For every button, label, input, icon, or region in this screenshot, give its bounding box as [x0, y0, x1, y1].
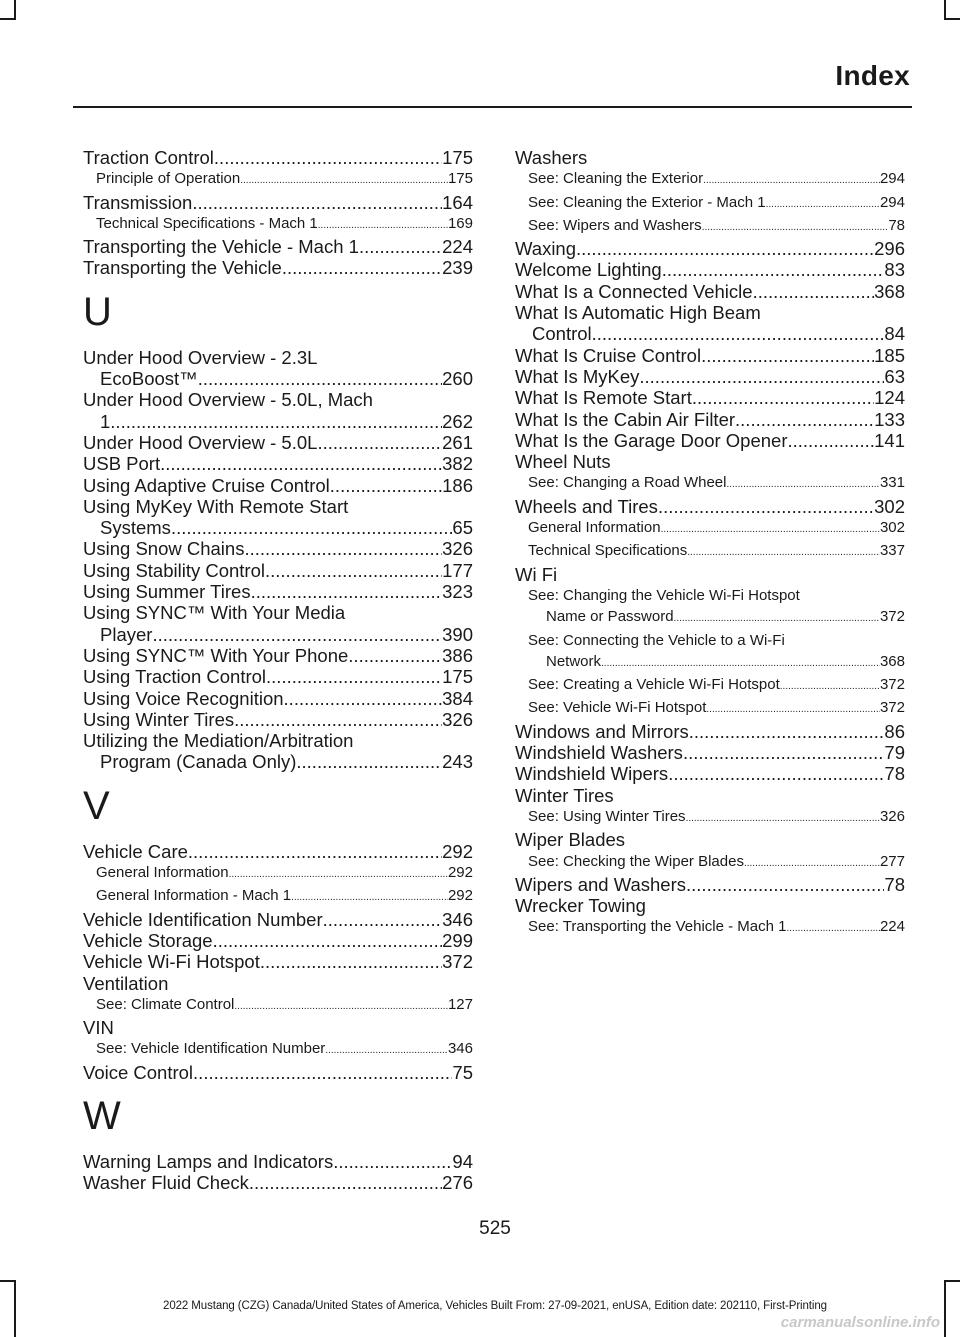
dot-leader: [788, 430, 875, 451]
index-page-number: 331: [879, 474, 905, 492]
index-entry-text: Control: [532, 323, 592, 345]
index-subentry: [515, 806, 905, 829]
dot-leader: [674, 608, 880, 629]
crop-mark-top-left-horizontal: [0, 18, 16, 20]
index-entry: [83, 930, 473, 951]
index-entry-text: Voice Control: [83, 1061, 194, 1083]
index-entry-text: See: Climate Control: [96, 995, 235, 1013]
dot-leader: [359, 236, 442, 257]
index-page-number: 141: [874, 429, 905, 451]
index-subentry: [515, 192, 905, 215]
index-page-number: 185: [874, 344, 905, 366]
index-entry-text: See: Transporting the Vehicle - Mach 1: [528, 918, 787, 936]
index-entry-text: Transporting the Vehicle: [83, 257, 282, 279]
dot-leader: [152, 624, 442, 645]
index-entry-heading: Wrecker Towing: [515, 895, 646, 917]
dot-leader: [260, 951, 442, 972]
index-page-number: 384: [442, 687, 473, 709]
index-subentry: [515, 540, 905, 563]
index-subentry: [83, 994, 473, 1017]
index-entry: [83, 236, 473, 257]
index-entry-text: See: Vehicle Wi-Fi Hotspot: [528, 699, 707, 717]
index-entry-text: General Information - Mach 1: [96, 887, 292, 905]
index-page-number: 65: [452, 517, 473, 539]
index-entry-text: See: Cleaning the Exterior - Mach 1: [528, 193, 766, 211]
index-entry-text: Windshield Washers: [515, 742, 683, 764]
index-page-number: 346: [447, 1040, 473, 1058]
index-page-number: 382: [442, 453, 473, 475]
dot-leader: [786, 918, 879, 939]
index-entry-text: Program (Canada Only): [100, 751, 297, 773]
index-page-number: 368: [879, 652, 905, 670]
index-entry: [515, 281, 905, 302]
dot-leader: [251, 581, 443, 602]
index-page-number: 169: [447, 214, 473, 232]
index-page-number: 84: [884, 323, 905, 345]
index-entry-heading: Wiper Blades: [515, 829, 626, 851]
index-entry: [515, 430, 905, 451]
index-subentry-heading: See: Changing the Vehicle Wi-Fi Hotspot: [528, 586, 800, 604]
index-entry-text: Using Summer Tires: [83, 581, 251, 603]
index-entry-text: Waxing: [515, 238, 577, 260]
index-subentry: [83, 168, 473, 191]
dot-leader: [318, 215, 448, 236]
index-section-letter: U: [83, 289, 112, 334]
index-page-number: 292: [447, 887, 473, 905]
index-entry: [83, 475, 473, 496]
index-subentry: [83, 862, 473, 885]
dot-leader: [686, 874, 884, 895]
dot-leader: [592, 323, 885, 344]
index-entry-text: Vehicle Wi-Fi Hotspot: [83, 951, 260, 973]
index-entry-text: See: Wipers and Washers: [528, 216, 702, 234]
index-subentry-heading: See: Connecting the Vehicle to a Wi-Fi: [528, 631, 785, 649]
index-subentry: [515, 472, 905, 495]
index-page-number: 83: [884, 259, 905, 281]
index-entry: [83, 841, 473, 862]
index-entry-text: Welcome Lighting: [515, 259, 662, 281]
index-entry-text: What Is the Cabin Air Filter: [515, 408, 736, 430]
dot-leader: [686, 808, 880, 829]
dot-leader: [291, 887, 448, 908]
dot-leader: [726, 474, 880, 495]
dot-leader: [701, 345, 874, 366]
index-page-number: 386: [442, 644, 473, 666]
index-entry: [515, 742, 905, 763]
index-entry-text: Transporting the Vehicle - Mach 1: [83, 236, 359, 258]
index-entry: [83, 688, 473, 709]
index-entry: [83, 645, 473, 666]
dot-leader: [333, 1151, 452, 1172]
dot-leader: [249, 1172, 442, 1193]
dot-leader: [214, 147, 442, 168]
index-entry-text: Traction Control: [83, 147, 214, 168]
index-entry: [83, 538, 473, 559]
index-entry-text: General Information: [528, 519, 661, 537]
index-entry: [83, 368, 473, 389]
dot-leader: [683, 742, 884, 763]
index-entry-text: See: Creating a Vehicle Wi-Fi Hotspot: [528, 676, 780, 694]
index-entry-text: Vehicle Storage: [83, 929, 213, 951]
index-page-number: 164: [442, 191, 473, 213]
index-entry-text: What Is the Garage Door Opener: [515, 429, 788, 451]
index-entry: [83, 1172, 473, 1193]
index-page-number: 239: [442, 257, 473, 279]
index-entry-text: Using Adaptive Cruise Control: [83, 474, 330, 496]
index-page-number: 78: [884, 763, 905, 785]
dot-leader: [284, 688, 443, 709]
dot-leader: [753, 281, 875, 302]
index-page-number: 175: [447, 170, 473, 188]
index-entry-text: Principle of Operation: [96, 170, 241, 188]
index-entry-text: USB Port: [83, 453, 161, 475]
crop-mark-top-right-vertical: [944, 0, 946, 18]
index-page-number: 299: [442, 929, 473, 951]
dot-leader: [576, 238, 874, 259]
index-entry: [515, 409, 905, 430]
index-entry: [83, 411, 473, 432]
index-entry: [83, 560, 473, 581]
dot-leader: [780, 676, 880, 697]
dot-leader: [325, 1040, 448, 1061]
index-entry-text: See: Cleaning the Exterior: [528, 170, 704, 188]
index-entry-text: Wheels and Tires: [515, 495, 658, 517]
index-entry-heading: Using MyKey With Remote Start: [83, 495, 349, 517]
index-page-number: 372: [879, 676, 905, 694]
index-subentry: [515, 215, 905, 238]
index-page-number: 294: [879, 193, 905, 211]
index-page-number: 78: [888, 216, 905, 234]
dot-leader: [692, 387, 874, 408]
index-entry-text: Vehicle Identification Number: [83, 908, 323, 930]
dot-leader: [639, 366, 884, 387]
index-entry: [83, 192, 473, 213]
dot-leader: [240, 170, 448, 191]
index-page-number: 177: [442, 559, 473, 581]
dot-leader: [735, 409, 874, 430]
index-entry-heading: Under Hood Overview - 2.3L: [83, 346, 318, 368]
index-page-number: 133: [874, 408, 905, 430]
index-entry: [83, 147, 473, 168]
index-entry: [83, 624, 473, 645]
index-entry-heading: Wi Fi: [515, 563, 558, 585]
edition-footer: 2022 Mustang (CZG) Canada/United States of America, Vehicles Built From: 27-09-2021, enUSA, Edition date: 202110, First-Printing: [163, 1300, 827, 1312]
index-page-number: 292: [447, 864, 473, 882]
index-page-number: 175: [442, 666, 473, 688]
index-entry: [83, 709, 473, 730]
dot-leader: [198, 368, 442, 389]
index-entry-text: General Information: [96, 864, 229, 882]
dot-leader: [266, 666, 442, 687]
index-entry: [515, 345, 905, 366]
index-entry-text: What Is MyKey: [515, 365, 640, 387]
index-subentry: [515, 916, 905, 939]
index-page-number: 372: [879, 608, 905, 626]
index-page-number: 323: [442, 581, 473, 603]
index-entry-text: Using Traction Control: [83, 666, 267, 688]
dot-leader: [661, 519, 880, 540]
index-entry-text: What Is Remote Start: [515, 387, 692, 409]
dot-leader: [193, 1062, 452, 1083]
index-entry-text: Using Voice Recognition: [83, 687, 284, 709]
index-entry: [515, 763, 905, 784]
index-section-letter: V: [83, 783, 110, 828]
page-number: 525: [479, 1218, 511, 1239]
index-page-number: 276: [442, 1172, 473, 1194]
dot-leader: [330, 475, 442, 496]
index-entry-text: Systems: [100, 517, 171, 539]
index-page-number: 75: [452, 1061, 473, 1083]
index-entry-text: Warning Lamps and Indicators: [83, 1150, 334, 1172]
index-entry-heading: Under Hood Overview - 5.0L, Mach: [83, 389, 373, 411]
index-page-number: 86: [884, 720, 905, 742]
dot-leader: [348, 645, 442, 666]
dot-leader: [265, 560, 442, 581]
index-entry-text: Player: [100, 623, 153, 645]
index-page-number: 294: [879, 170, 905, 188]
index-subentry: [83, 885, 473, 908]
index-page-number: 94: [452, 1150, 473, 1172]
index-page-number: 186: [442, 474, 473, 496]
index-entry-text: See: Changing a Road Wheel: [528, 474, 727, 492]
dot-leader: [213, 930, 443, 951]
index-subentry: [515, 606, 905, 629]
index-subentry: [83, 1038, 473, 1061]
index-entry-text: Network: [546, 652, 602, 670]
index-page-number: 224: [442, 236, 473, 258]
dot-leader: [658, 496, 874, 517]
index-page-number: 326: [442, 708, 473, 730]
index-page-number: 337: [879, 542, 905, 560]
dot-leader: [296, 751, 442, 772]
index-entry-text: Technical Specifications: [528, 542, 688, 560]
index-page-number: 124: [874, 387, 905, 409]
index-subentry: [515, 651, 905, 674]
index-entry-text: Using Snow Chains: [83, 538, 245, 560]
index-entry: [515, 323, 905, 344]
dot-leader: [229, 864, 448, 885]
index-entry-heading: Washers: [515, 147, 588, 168]
index-entry: [515, 366, 905, 387]
dot-leader: [601, 653, 880, 674]
index-subentry: [515, 674, 905, 697]
dot-leader: [662, 259, 885, 280]
dot-leader: [171, 517, 452, 538]
index-page-number: 302: [879, 519, 905, 537]
index-page-number: 292: [442, 840, 473, 862]
index-entry-text: EcoBoost™: [100, 368, 198, 390]
dot-leader: [766, 194, 880, 215]
index-entry-heading: Ventilation: [83, 972, 169, 994]
dot-leader: [160, 453, 442, 474]
index-subentry: [515, 517, 905, 540]
index-entry-heading: What Is Automatic High Beam: [515, 302, 761, 324]
index-column-left: [83, 147, 473, 1194]
crop-mark-top-left-vertical: [14, 0, 16, 18]
index-entry: [515, 238, 905, 259]
dot-leader: [244, 538, 442, 559]
crop-mark-bottom-right-horizontal: [944, 1280, 960, 1282]
index-page-number: 127: [447, 995, 473, 1013]
index-entry: [515, 259, 905, 280]
index-entry: [83, 453, 473, 474]
index-entry-heading: Utilizing the Mediation/Arbitration: [83, 730, 354, 752]
dot-leader: [323, 909, 443, 930]
index-page-number: 79: [884, 742, 905, 764]
index-section-letter: W: [83, 1093, 121, 1138]
dot-leader: [668, 763, 884, 784]
index-entry-text: Transmission: [83, 191, 193, 213]
index-entry-heading: Using SYNC™ With Your Media: [83, 602, 346, 624]
index-entry-text: See: Checking the Wiper Blades: [528, 852, 744, 870]
index-entry: [83, 951, 473, 972]
index-entry: [83, 666, 473, 687]
index-entry: [515, 387, 905, 408]
index-subentry: [83, 213, 473, 236]
dot-leader: [282, 257, 442, 278]
index-entry-text: Windshield Wipers: [515, 763, 669, 785]
index-entry-text: Name or Password: [546, 608, 674, 626]
index-entry-text: Wipers and Washers: [515, 873, 687, 895]
index-subentry: [515, 851, 905, 874]
index-entry: [83, 909, 473, 930]
dot-leader: [234, 709, 442, 730]
index-entry-text: Technical Specifications - Mach 1: [96, 214, 318, 232]
index-entry-text: What Is Cruise Control: [515, 344, 702, 366]
index-page-number: 326: [879, 807, 905, 825]
index-entry: [515, 874, 905, 895]
index-subentry: [515, 168, 905, 191]
index-entry: [83, 257, 473, 278]
page-title: Index: [835, 60, 910, 91]
index-page-number: 296: [874, 238, 905, 260]
index-entry: [83, 517, 473, 538]
dot-leader: [317, 432, 442, 453]
index-page-number: 262: [442, 410, 473, 432]
index-column-right: [515, 147, 905, 940]
index-entry-heading: VIN: [83, 1017, 114, 1039]
index-entry-text: Using SYNC™ With Your Phone: [83, 644, 349, 666]
dot-leader: [702, 217, 889, 238]
index-page-number: 346: [442, 908, 473, 930]
index-entry-text: Under Hood Overview - 5.0L: [83, 431, 318, 453]
index-entry-heading: Winter Tires: [515, 784, 614, 806]
index-page-number: 175: [442, 147, 473, 168]
index-entry: [515, 496, 905, 517]
dot-leader: [744, 853, 880, 874]
index-page-number: 243: [442, 751, 473, 773]
index-entry-text: See: Vehicle Identification Number: [96, 1040, 326, 1058]
dot-leader: [188, 841, 442, 862]
dot-leader: [687, 542, 880, 563]
index-page-number: 224: [879, 918, 905, 936]
crop-mark-top-right-horizontal: [944, 18, 960, 20]
index-entry-text: Vehicle Care: [83, 840, 188, 862]
index-entry: [515, 721, 905, 742]
dot-leader: [110, 411, 442, 432]
crop-mark-bottom-left-horizontal: [0, 1280, 16, 1282]
index-entry-text: 1: [100, 410, 111, 432]
index-page-number: 368: [874, 280, 905, 302]
index-entry: [83, 1151, 473, 1172]
index-page-number: 78: [884, 873, 905, 895]
index-entry-text: Windows and Mirrors: [515, 720, 689, 742]
header-rule: [73, 106, 912, 108]
watermark: carmanualsonline.info: [780, 1314, 940, 1331]
dot-leader: [689, 721, 885, 742]
dot-leader: [703, 170, 880, 191]
index-entry: [83, 581, 473, 602]
index-page-number: 372: [879, 699, 905, 717]
index-entry: [83, 1062, 473, 1083]
index-entry-heading: Wheel Nuts: [515, 451, 611, 473]
index-page-number: 261: [442, 431, 473, 453]
index-entry-text: See: Using Winter Tires: [528, 807, 686, 825]
index-page-number: 277: [879, 852, 905, 870]
index-entry: [83, 432, 473, 453]
index-subentry: [515, 697, 905, 720]
index-page-number: 63: [884, 365, 905, 387]
dot-leader: [234, 996, 448, 1017]
dot-leader: [192, 192, 442, 213]
index-page-number: 326: [442, 538, 473, 560]
index-entry-text: Using Stability Control: [83, 559, 265, 581]
index-entry: [83, 751, 473, 772]
index-page-number: 372: [442, 951, 473, 973]
dot-leader: [706, 699, 880, 720]
index-entry-text: What Is a Connected Vehicle: [515, 280, 753, 302]
index-page-number: 390: [442, 623, 473, 645]
index-entry-text: Washer Fluid Check: [83, 1172, 249, 1194]
index-entry-text: Using Winter Tires: [83, 708, 235, 730]
index-page-number: 260: [442, 368, 473, 390]
index-page-number: 302: [874, 495, 905, 517]
